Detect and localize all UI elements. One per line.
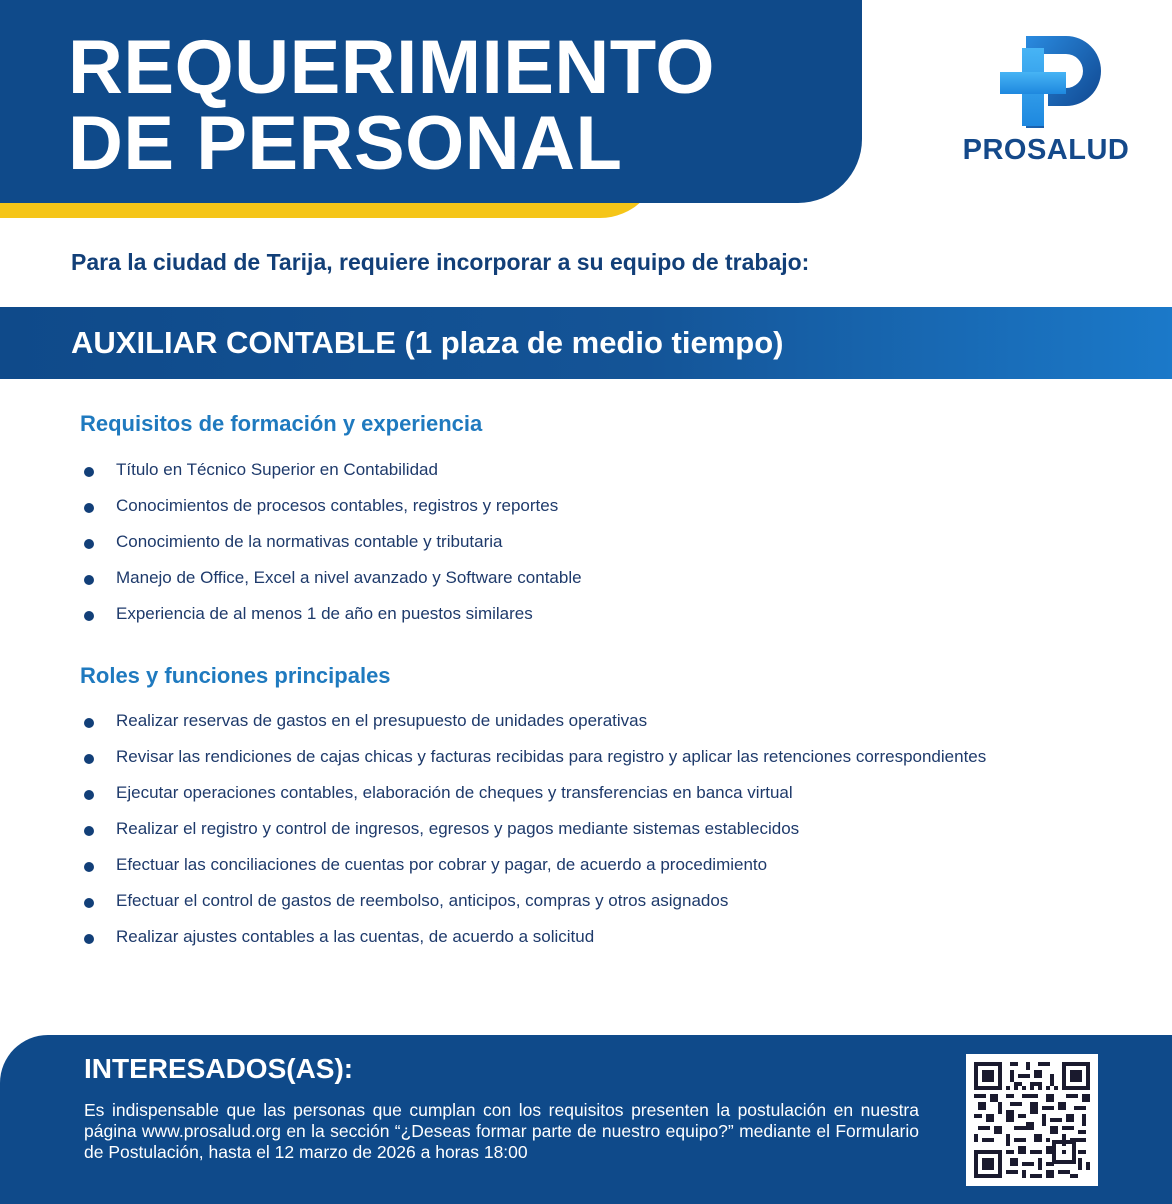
- bullet-icon: [84, 826, 94, 836]
- bullet-icon: [84, 754, 94, 764]
- list-item: [0, 560, 1001, 596]
- roles-list: [0, 703, 1172, 955]
- qr-code[interactable]: [966, 1054, 1098, 1186]
- list-item-text: Revisar las rendiciones de cajas chicas y facturas recibidas para registro y aplicar las retenciones correspondientes: [116, 747, 987, 766]
- list-item: [0, 596, 1001, 632]
- logo-name: PROSALUD: [962, 134, 1130, 166]
- bullet-icon: [84, 718, 94, 728]
- list-item-text: Conocimientos de procesos contables, registros y reportes: [116, 496, 559, 515]
- bullet-icon: [84, 862, 94, 872]
- prosalud-logo: [960, 30, 1132, 170]
- position-title: AUXILIAR CONTABLE (1 plaza de medio tiempo): [71, 325, 784, 360]
- list-item-text: Ejecutar operaciones contables, elaboración de cheques y transferencias en banca virtual: [116, 783, 793, 802]
- list-item: [0, 703, 1001, 739]
- requirements-list: [0, 452, 1172, 632]
- prosalud-cross-logo-icon: [1000, 30, 1104, 130]
- list-item: [0, 847, 1001, 883]
- page-title-line2: DE PERSONAL: [68, 101, 623, 186]
- list-item: [0, 919, 1001, 955]
- bullet-icon: [84, 898, 94, 908]
- list-item-text: Realizar ajustes contables a las cuentas, de acuerdo a solicitud: [116, 927, 595, 946]
- bullet-icon: [84, 467, 94, 477]
- list-item-text: Efectuar el control de gastos de reembolso, anticipos, compras y otros asignados: [116, 891, 729, 910]
- bullet-icon: [84, 790, 94, 800]
- page-title: [68, 25, 828, 186]
- bullet-icon: [84, 539, 94, 549]
- bullet-icon: [84, 934, 94, 944]
- list-item-text: Manejo de Office, Excel a nivel avanzado y Software contable: [116, 568, 582, 587]
- list-item-text: Realizar el registro y control de ingresos, egresos y pagos mediante sistemas establecidos: [116, 819, 800, 838]
- qr-code-icon: [974, 1062, 1090, 1178]
- list-item-text: Conocimiento de la normativas contable y tributaria: [116, 532, 503, 551]
- bullet-icon: [84, 503, 94, 513]
- list-item-text: Título en Técnico Superior en Contabilidad: [116, 460, 438, 479]
- list-item-text: Realizar reservas de gastos en el presupuesto de unidades operativas: [116, 711, 648, 730]
- list-item: [0, 739, 1001, 775]
- list-item: [0, 883, 1001, 919]
- position-banner: [0, 307, 1172, 379]
- list-item-text: Efectuar las conciliaciones de cuentas por cobrar y pagar, de acuerdo a procedimiento: [116, 855, 768, 874]
- list-item: [0, 775, 1001, 811]
- intro-text: Para la ciudad de Tarija, requiere incorporar a su equipo de trabajo:: [71, 249, 810, 275]
- bullet-icon: [84, 611, 94, 621]
- list-item: [0, 452, 1001, 488]
- footer-panel: [0, 1035, 1172, 1204]
- requirements-heading: Requisitos de formación y experiencia: [80, 411, 483, 436]
- list-item-text: Experiencia de al menos 1 de año en puestos similares: [116, 604, 533, 623]
- application-instructions: Es indispensable que las personas que cumplan con los requisitos presenten la postulación en nuestra página www.prosalud.org en la sección “¿Deseas formar parte de nuestro equipo?” mediante el Formulario de Postulación, hasta el 12 marzo de 2026 a horas 18:00: [84, 1100, 919, 1162]
- list-item: [0, 811, 1001, 847]
- roles-heading: Roles y funciones principales: [80, 663, 391, 688]
- list-item: [0, 524, 1001, 560]
- footer-title: INTERESADOS(AS):: [84, 1053, 354, 1084]
- page-title-line1: REQUERIMIENTO: [68, 25, 715, 110]
- list-item: [0, 488, 1001, 524]
- bullet-icon: [84, 575, 94, 585]
